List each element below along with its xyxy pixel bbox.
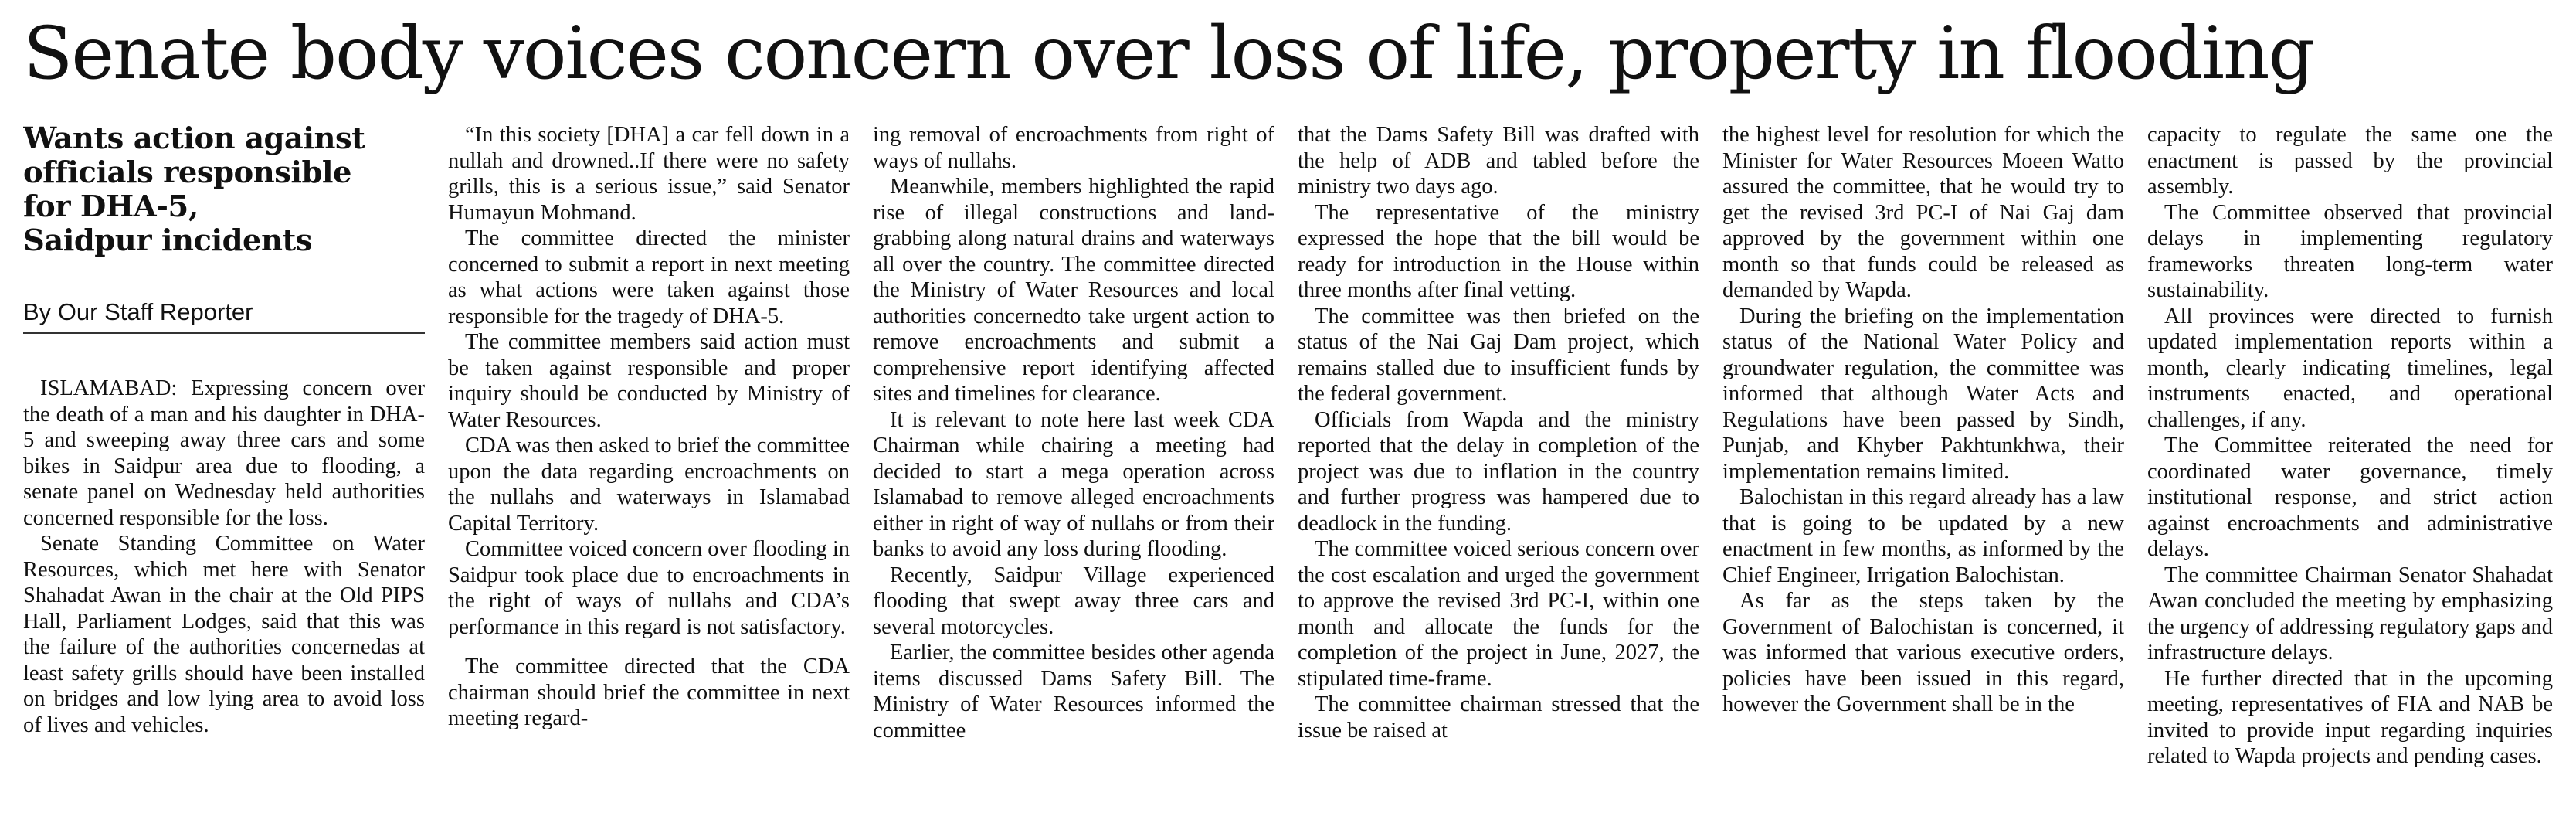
paragraph: The committee voiced serious concern over the cost escalation and urged the government to approve the revised 3rd PC-I, within one month and allocate the funds for the completion of the project in June, 2027, the stipulated time-frame. xyxy=(1298,537,1699,691)
paragraph: “In this society [DHA] a car fell down in a nullah and drowned..If there were no safety grills, this is a serious issue,” said Senator Humayun Mohmand. xyxy=(448,123,850,225)
paragraph: Recently, Saidpur Village experienced flooding that swept away three cars and several motorcycles. xyxy=(873,563,1274,639)
paragraph: The committee was then briefed on the status of the Nai Gaj Dam project, which remains stalled due to insufficient funds by the federal government. xyxy=(1298,304,1699,406)
paragraph: The Committee observed that provincial delays in implementing regulatory frameworks threaten long-term water sustainability. xyxy=(2147,200,2553,302)
paragraph: All provinces were directed to furnish updated implementation reports within a month, clearly indicating timelines, legal instruments enacted, and operational challenges, if any. xyxy=(2147,304,2553,432)
paragraph: The Committee reiterated the need for coordinated water governance, timely institutional response, and strict action against encroachments and administrative delays. xyxy=(2147,434,2553,561)
paragraph: Committee voiced concern over flooding in Saidpur took place due to encroachments in the right of ways of nullahs and CDA’s performance in this regard is not satisfactory. xyxy=(448,537,850,639)
paragraph: The committee directed the minister concerned to submit a report in next meeting as what actions were taken against those responsible for the tragedy of DHA-5. xyxy=(448,226,850,328)
paragraph: He further directed that in the upcoming meeting, representatives of FIA and NAB be invited to provide input regarding inquiries related to Wapda projects and pending cases. xyxy=(2147,666,2553,768)
paragraph: The representative of the ministry expressed the hope that the bill would be ready for introduction in the House within three months after final vetting. xyxy=(1298,200,1699,302)
headline: Senate body voices concern over loss of life, property in flooding xyxy=(23,12,2313,96)
subheadline-line: Saidpur incidents xyxy=(23,223,312,258)
paragraph: ing removal of encroachments from right of ways of nullahs. xyxy=(873,123,1274,173)
paragraph: The committee chairman stressed that the issue be raised at xyxy=(1298,692,1699,743)
paragraph: The committee directed that the CDA chairman should brief the committee in next meeting regard- xyxy=(448,655,850,730)
paragraph: The committee members said action must be taken against responsible and proper inquiry should be conducted by Ministry of Water Resources. xyxy=(448,330,850,432)
paragraph: Balochistan in this regard already has a law that is going to be updated by a new enactment in few months, as informed by the Chief Engineer, Irrigation Balochistan. xyxy=(1722,485,2124,587)
paragraph: ISLAMABAD: Expressing concern over the death of a man and his daughter in DHA-5 and sweeping away three cars and some bikes in Saidpur area due to flooding, a senate panel on Wednesday held authorities concerned responsible for the loss. xyxy=(23,376,425,530)
paragraph: CDA was then asked to brief the committee upon the data regarding encroachments on the nullahs and waterways in Islamabad Capital Territory. xyxy=(448,434,850,536)
paragraph: The committee Chairman Senator Shahadat Awan concluded the meeting by emphasizing the urgency of addressing regulatory gaps and infrastructure delays. xyxy=(2147,563,2553,665)
subheadline-line: Wants action against xyxy=(23,122,365,156)
column-3 xyxy=(873,122,1274,818)
subheadline-line: for DHA-5, xyxy=(23,189,199,224)
paragraph: During the briefing on the implementation status of the National Water Policy and groundwater regulation, the committee was informed that although Water Acts and Regulations have been passed by Sindh, Punjab, and Khyber Pakhtunkhwa, their implementation remains limited. xyxy=(1722,304,2124,484)
column-6 xyxy=(2147,122,2553,818)
column-4 xyxy=(1298,122,1699,818)
paragraph: capacity to regulate the same one the enactment is passed by the provincial assembly. xyxy=(2147,123,2553,199)
paragraph: that the Dams Safety Bill was drafted with the help of ADB and tabled before the ministry two days ago. xyxy=(1298,123,1699,199)
paragraph: Meanwhile, members highlighted the rapid rise of illegal constructions and land-grabbing along natural drains and waterways all over the country. The committee directed the Ministry of Water Resources and local authorities concernedto take urgent action to remove encroachments and submit a comprehensive report identifying affected sites and timelines for clearance. xyxy=(873,175,1274,406)
column-1 xyxy=(23,122,425,818)
paragraph: It is relevant to note here last week CDA Chairman while chairing a meeting had decided to start a mega operation across Islamabad to remove alleged encroachments either in right of way of nullahs or from their banks to avoid any loss during flooding. xyxy=(873,407,1274,561)
paragraph: the highest level for resolution for which the Minister for Water Resources Moeen Watto assured the committee, that he would try to get the revised 3rd PC-I of Nai Gaj dam approved by the government within one month so that funds could be released as demanded by Wapda. xyxy=(1722,123,2124,302)
byline: By Our Staff Reporter xyxy=(23,297,425,334)
column-2 xyxy=(448,122,850,818)
paragraph: Senate Standing Committee on Water Resources, which met here with Senator Shahadat Awan in the chair at the Old PIPS Hall, Parliament Lodges, said that this was the failure of the authorities concernedas at least safety grills should have been installed on bridges and low lying area to avoid loss of lives and vehicles. xyxy=(23,532,425,737)
subheadline-line: officials responsible xyxy=(23,155,352,190)
subheadline xyxy=(23,122,425,258)
paragraph: Earlier, the committee besides other agenda items discussed Dams Safety Bill. The Ministry of Water Resources informed the committee xyxy=(873,641,1274,743)
column-5 xyxy=(1722,122,2124,818)
paragraph: As far as the steps taken by the Government of Balochistan is concerned, it was informed that various executive orders, policies have been issued in this regard, however the Government shall be in the xyxy=(1722,589,2124,716)
paragraph: Officials from Wapda and the ministry reported that the delay in completion of the project was due to inflation in the country and further progress was hampered due to deadlock in the funding. xyxy=(1298,407,1699,536)
